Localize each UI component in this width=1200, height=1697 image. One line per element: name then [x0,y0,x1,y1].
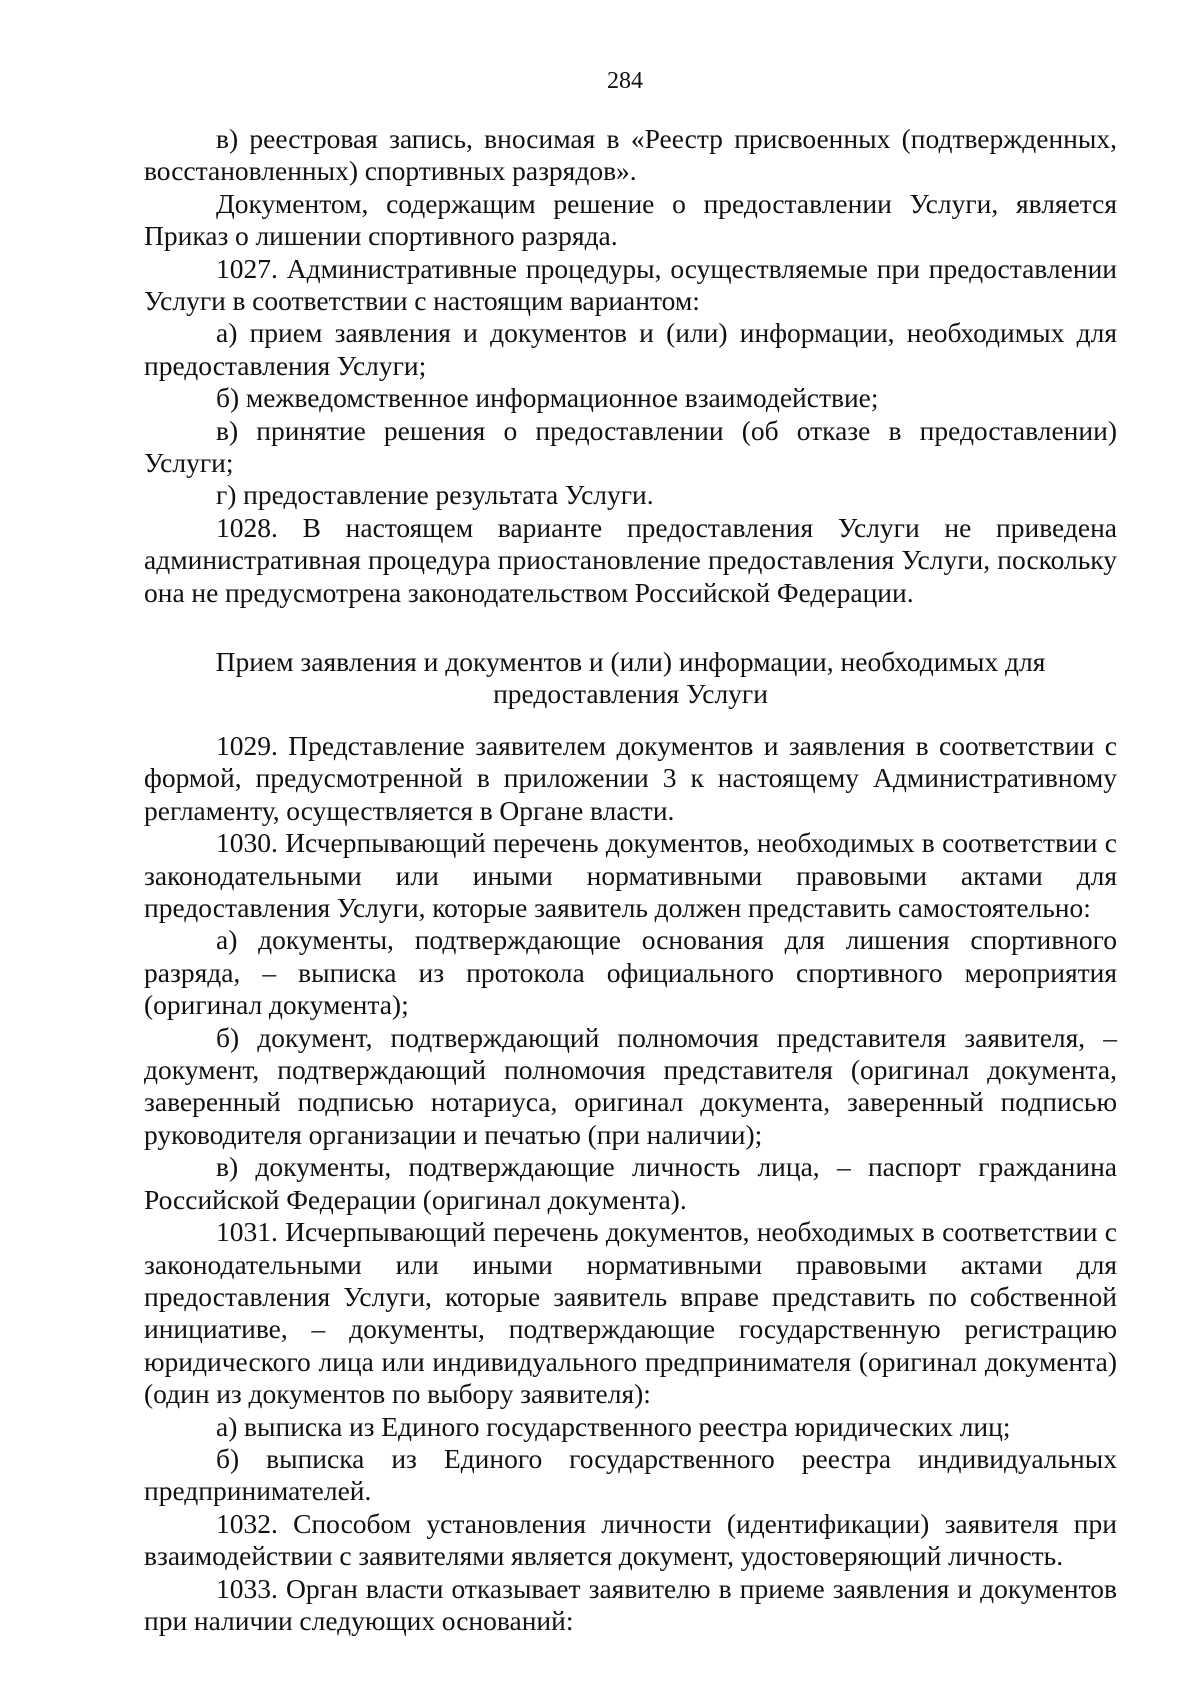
paragraph-1031: 1031. Исчерпывающий перечень документов, необходимых в соответствии с законодательными или иными нормативными правовыми актами для предоставления Услуги, которые заявитель вправе представить по собственной инициативе, – документы, подтверждающие государственную регистрацию юридического лица или индивидуального предпринимателя (оригинал документа) (один из документов по выбору заявителя): [144,1216,1117,1410]
section-heading: Прием заявления и документов и (или) информации, необходимых для предоставления Услуги [215,646,1046,710]
paragraph-1028: 1028. В настоящем варианте предоставления Услуги не приведена административная процедура приостановление предоставления Услуги, поскольку она не предусмотрена законодательством Российской Федерации. [144,511,1117,608]
paragraph-1027: 1027. Административные процедуры, осуществляемые при предоставлении Услуги в соответствии с настоящим вариантом: [144,252,1117,317]
page-number: 284 [607,68,643,94]
list-item-1030-b: б) документ, подтверждающий полномочия представителя заявителя, – документ, подтверждающий полномочия представителя (оригинал документа, заверенный подписью нотариуса, оригинал документа, заверенный подписью руководителя организации и печатью (при наличии); [144,1021,1117,1150]
list-item-1030-v: в) документы, подтверждающие личность лица, – паспорт гражданина Российской Федерации (оригинал документа). [144,1151,1117,1215]
list-item-1027-g: г) предоставление результата Услуги. [216,479,654,511]
list-item-1027-a: а) прием заявления и документов и (или) информации, необходимых для предоставления Услуги; [144,317,1117,381]
list-item-1030-a: а) документы, подтверждающие основания для лишения спортивного разряда, – выписка из протокола официального спортивного мероприятия (оригинал документа); [144,924,1117,1021]
text-block-before-heading [144,123,1117,609]
paragraph-1032: 1032. Способом установления личности (идентификации) заявителя при взаимодействии с заявителями является документ, удостоверяющий личность. [144,1507,1117,1572]
list-item-1027-b: б) межведомственное информационное взаимодействие; [216,382,879,414]
list-item-1031-a: а) выписка из Единого государственного реестра юридических лиц; [216,1410,1011,1442]
paragraph-1029: 1029. Представление заявителем документов и заявления в соответствии с формой, предусмотренной в приложении 3 к настоящему Административному регламенту, осуществляется в Органе власти. [144,730,1117,826]
paragraph-registry-entry: в) реестровая запись, вносимая в «Реестр присвоенных (подтвержденных, восстановленных) спортивных разрядов». [144,123,1117,187]
paragraph-1030: 1030. Исчерпывающий перечень документов, необходимых в соответствии с законодательными или иными нормативными правовыми актами для предоставления Услуги, которые заявитель должен представить самостоятельно: [144,827,1117,924]
list-item-1031-b: б) выписка из Единого государственного реестра индивидуальных предпринимателей. [144,1442,1117,1507]
paragraph-decision-document: Документом, содержащим решение о предоставлении Услуги, является Приказ о лишении спортивного разряда. [144,187,1117,252]
text-block-after-heading [144,730,1117,1637]
paragraph-1033: 1033. Орган власти отказывает заявителю в приеме заявления и документов при наличии следующих оснований: [144,1572,1117,1636]
list-item-1027-v: в) принятие решения о предоставлении (об отказе в предоставлении) Услуги; [144,414,1117,479]
